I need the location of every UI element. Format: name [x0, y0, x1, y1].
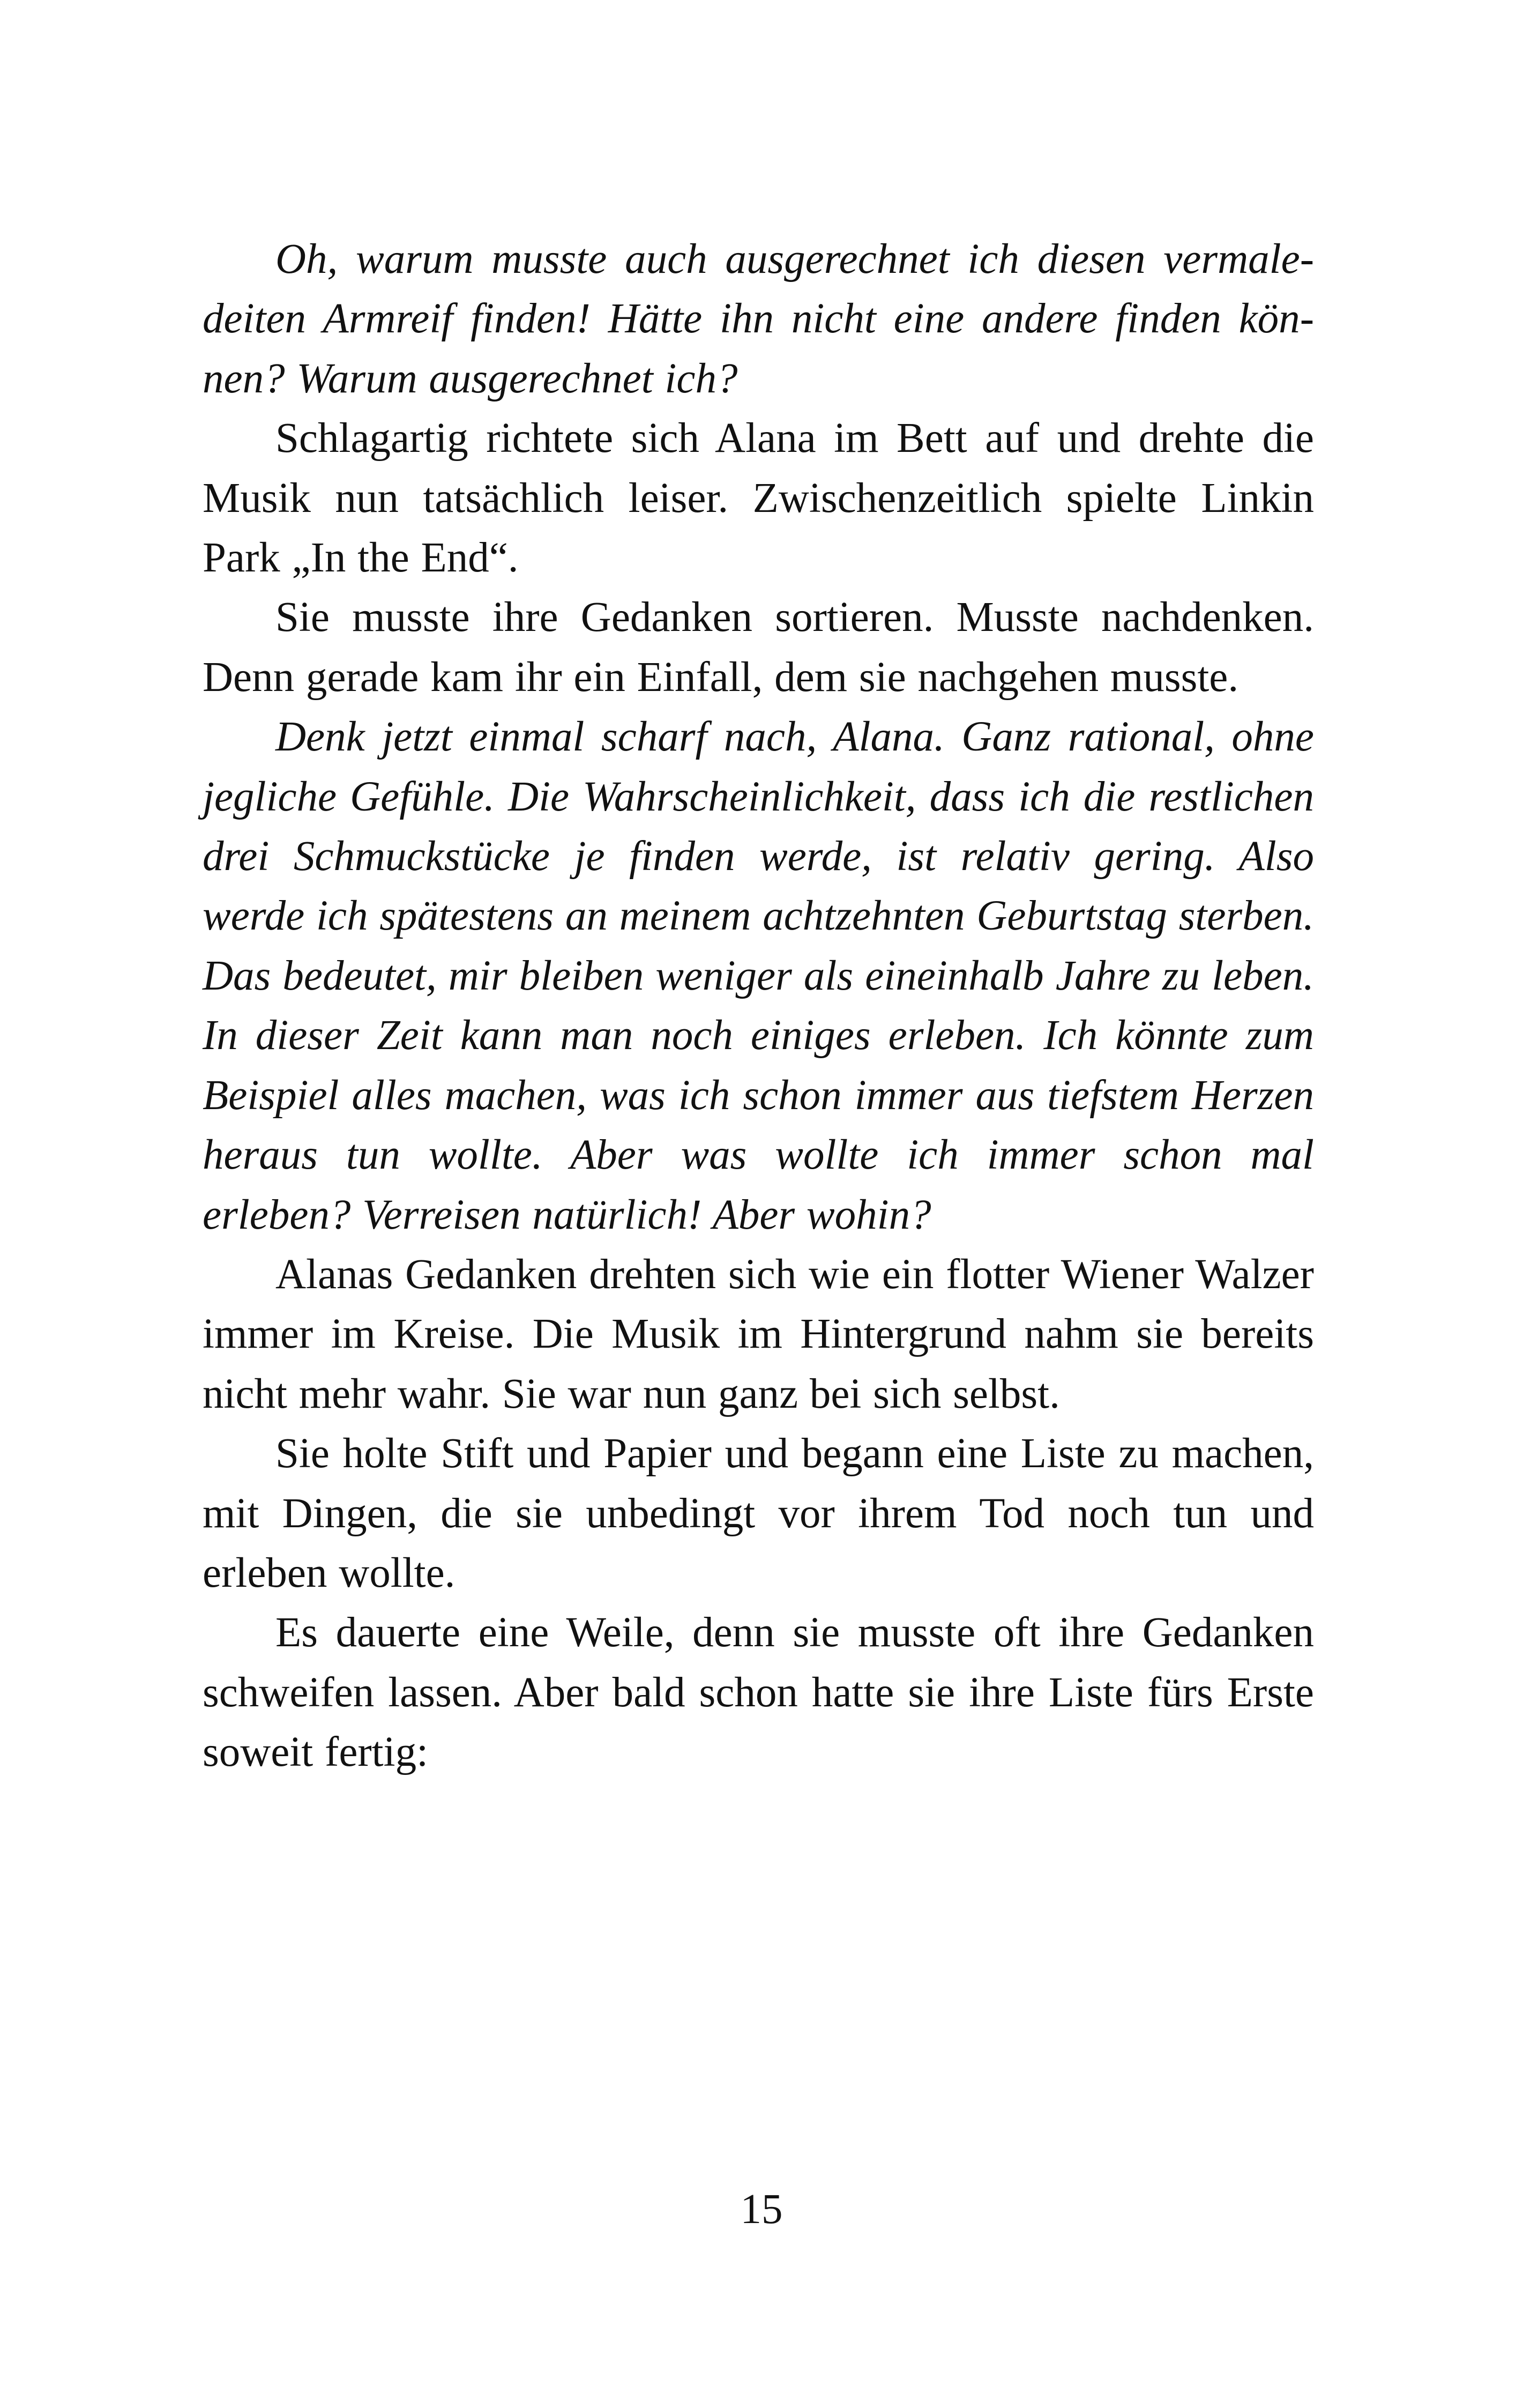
paragraph-2: Schlagartig richtete sich Alana im Bett auf und drehte die Musik nun tatsächlich leiser. Zwischenzeitlich spielte Linkin Park „In the End“.: [203, 415, 1314, 582]
paragraph-6: Sie holte Stift und Papier und begann eine Liste zu machen, mit Dingen, die sie unbedingt vor ihrem Tod noch tun und erleben wollte.: [203, 1430, 1314, 1596]
paragraph-7: Es dauerte eine Weile, denn sie musste oft ihre Gedanken schweifen lassen. Aber bald schon hatte sie ihre Liste fürs Erste soweit fertig:: [203, 1609, 1314, 1776]
paragraph-5: Alanas Gedanken drehten sich wie ein flotter Wiener Walzer immer im Kreise. Die Musik im Hintergrund nahm sie bereits nicht mehr wahr. Sie war nun ganz bei sich selbst.: [203, 1251, 1314, 1417]
paragraph-4-thoughts: Denk jetzt einmal scharf nach, Alana. Ganz rational, ohne jegliche Gefühle. Die Wahrscheinlichkeit, dass ich die restlichen drei Schmuckstücke je finden werde, ist relativ gering. Also werde ich spätestens an meinem achtzehnten Geburtstag sterben. Das bedeutet, mir bleiben weniger als eineinhalb Jahre zu leben. In dieser Zeit kann man noch einiges erleben. Ich könnte zum Beispiel alles machen, was ich schon immer aus tiefstem Herzen heraus tun wollte. Aber was wollte ich immer schon mal erleben? Verreisen natürlich! Aber wohin?: [203, 714, 1314, 1238]
page-number: 15: [740, 2186, 783, 2233]
paragraph-1-thoughts: Oh, warum musste auch ausgerechnet ich diesen vermaledeiten Armreif finden! Hätte ihn nicht eine andere finden können? Warum ausgerechnet ich?: [203, 236, 1314, 402]
paragraph-3: Sie musste ihre Gedanken sortieren. Musste nachdenken. Denn gerade kam ihr ein Einfall, dem sie nachgehen musste.: [203, 594, 1314, 701]
body-text: [203, 229, 1314, 1782]
